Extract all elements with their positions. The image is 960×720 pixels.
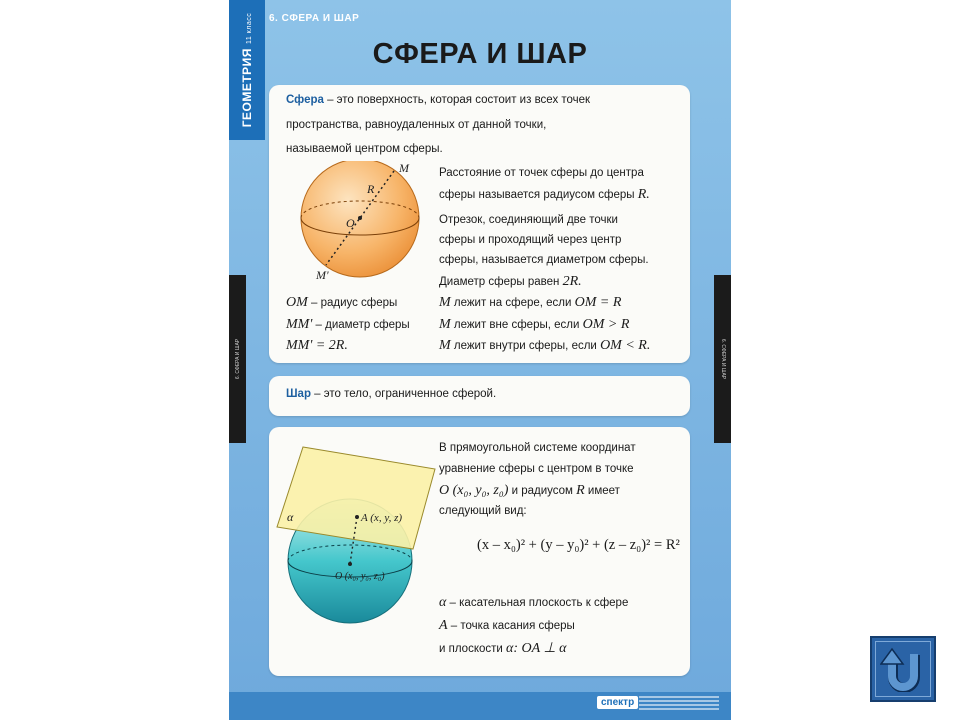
- radius-line-1: Расстояние от точек сферы до центра: [439, 167, 644, 179]
- topic-label: 6. СФЕРА И ШАР: [269, 13, 360, 24]
- ball-definition: Шар – это тело, ограниченное сферой.: [286, 388, 497, 400]
- point-a-note: A – точка касания сферы: [439, 618, 575, 633]
- publisher-logo: спектр: [597, 696, 638, 709]
- om-radius-note: OM – радиус сферы: [286, 295, 398, 310]
- mm-equation: MM' = 2R.: [286, 338, 348, 353]
- equation-intro-line-2: уравнение сферы с центром в точке: [439, 463, 634, 475]
- equation-intro-line-3: O (x₀, y₀, z₀) и радиусом R имеет: [439, 483, 620, 498]
- diameter-line-2: сферы и проходящий через центр: [439, 234, 622, 246]
- subject-tab: [229, 0, 265, 140]
- left-binding-strip: 6. СФЕРА И ШАР: [229, 275, 246, 443]
- sphere-card: [269, 85, 690, 363]
- equation-intro-line-4: следующий вид:: [439, 505, 527, 517]
- subject-label: ГЕОМЕТРИЯ: [240, 48, 254, 128]
- return-arrow-icon: [880, 646, 926, 692]
- mm-diameter-note: MM' – диаметр сферы: [286, 317, 410, 332]
- label-alpha: α: [287, 510, 294, 524]
- condition-on-sphere: M лежит на сфере, если OM = R: [439, 295, 622, 310]
- grade-label: 11 класс: [246, 12, 253, 45]
- diameter-line-4: Диаметр сферы равен 2R.: [439, 274, 582, 289]
- plane-perpendicular-note: и плоскости α: OA ⊥ α: [439, 641, 567, 656]
- label-O-center: O (x₀, y₀, z₀): [335, 571, 385, 582]
- label-A: A (x, y, z): [361, 512, 403, 524]
- sphere-definition-line-1: Сфера – это поверхность, которая состоит из всех точек: [286, 94, 591, 106]
- diameter-line-1: Отрезок, соединяющий две точки: [439, 214, 618, 226]
- diameter-line-3: сферы, называется диаметром сферы.: [439, 254, 649, 266]
- ball-card: [269, 376, 690, 416]
- label-O: O: [346, 216, 355, 230]
- condition-outside-sphere: M лежит вне сферы, если OM > R: [439, 317, 630, 332]
- poster-title: СФЕРА И ШАР: [372, 38, 588, 70]
- return-button[interactable]: [870, 636, 936, 702]
- publisher-footer: [229, 692, 731, 720]
- sphere-definition-line-2: пространства, равноудаленных от данной точки,: [286, 119, 547, 131]
- publisher-fine-print: [639, 696, 719, 716]
- sphere-figure: [289, 161, 449, 291]
- label-R: R: [367, 182, 375, 196]
- condition-inside-sphere: M лежит внутри сферы, если OM < R.: [439, 338, 651, 353]
- right-binding-strip: 6. СФЕРА И ШАР: [714, 275, 731, 443]
- alpha-note: α – касательная плоскость к сфере: [439, 595, 629, 610]
- equation-card: [269, 427, 690, 676]
- radius-line-2: сферы называется радиусом сферы R.: [439, 187, 650, 202]
- sphere-definition-line-3: называемой центром сферы.: [286, 143, 443, 155]
- label-M: M: [399, 161, 409, 175]
- equation-intro-line-1: В прямоугольной системе координат: [439, 442, 636, 454]
- label-M-prime: M': [316, 268, 329, 282]
- sphere-equation: (x – x₀)² + (y – y₀)² + (z – z₀)² = R²: [477, 537, 680, 553]
- tangent-plane-figure: [275, 439, 445, 624]
- poster: [229, 0, 731, 720]
